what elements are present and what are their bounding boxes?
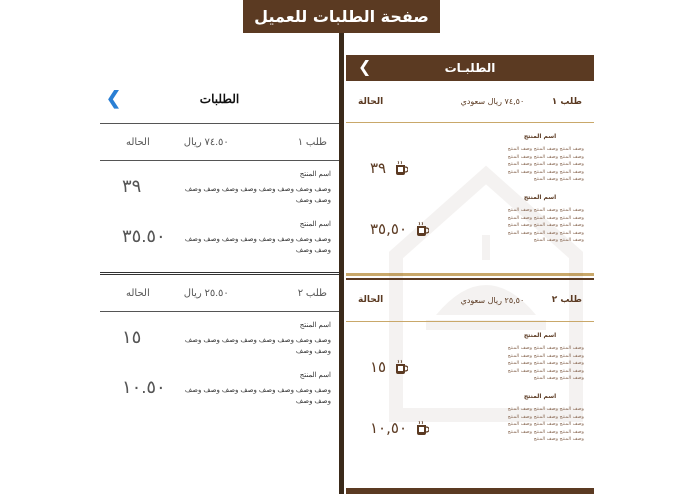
item-quantity: ٣٥.٥٠ (122, 226, 166, 246)
product-description: وصف المنتج وصف المنتج وصف المنتج وصف المنتج وصف المنتج وصف المنتج وصف المنتج وصف المنتج وصف المنتج وصف المنتج وصف المنتج وصف المنتج وصف المنتج وصف المنتج (507, 345, 584, 382)
product-name: اسم المنتج (299, 372, 331, 379)
item-quantity: ١٥ (122, 327, 142, 347)
order-header (100, 275, 339, 312)
order-price: ٢٥,٥٠ ريال سعودي (460, 295, 525, 305)
order-label: طلب ٢ (297, 287, 327, 299)
list-item (100, 321, 339, 357)
banner-title: صفحة الطلبات للعميل (254, 7, 429, 26)
order-status: الحاله (126, 136, 150, 148)
product-description: وصف وصف وصف وصف وصف وصف وصف وصف وصف وصف (184, 337, 331, 355)
orders-screen-wireframe (100, 78, 339, 494)
panel-divider (339, 33, 344, 494)
app-title: الطلبـات (444, 61, 496, 75)
order-header (346, 81, 594, 123)
order-header (100, 124, 339, 161)
list-item (346, 332, 594, 383)
coffee-cup-icon (415, 420, 429, 436)
item-quantity: ١٥ (370, 358, 387, 377)
item-quantity: ١٠,٥٠ (370, 419, 407, 438)
order-status: الحالة (358, 96, 384, 107)
order-label: طلب ١ (551, 96, 582, 107)
list-item (346, 133, 594, 184)
order-price: ٧٤,٥٠ ريال سعودي (460, 97, 525, 106)
order-header (346, 280, 594, 322)
app-title-bar (346, 55, 594, 81)
page-banner (243, 0, 440, 33)
list-item (346, 194, 594, 245)
product-name: اسم المنتج (523, 133, 557, 140)
product-name: اسم المنتج (299, 221, 331, 228)
product-description: وصف وصف وصف وصف وصف وصف وصف وصف وصف وصف (184, 387, 331, 405)
order-card-2[interactable] (346, 280, 594, 444)
chevron-left-icon[interactable]: ❮ (358, 57, 372, 76)
product-description: وصف وصف وصف وصف وصف وصف وصف وصف وصف وصف (184, 186, 331, 204)
orders-screen-mockup (346, 55, 594, 494)
order-card-1[interactable] (346, 81, 594, 245)
list-item (100, 220, 339, 256)
order-label: طلب ١ (297, 136, 327, 148)
coffee-cup-icon (394, 359, 408, 375)
product-description: وصف المنتج وصف المنتج وصف المنتج وصف المنتج وصف المنتج وصف المنتج وصف المنتج وصف المنتج وصف المنتج وصف المنتج وصف المنتج وصف المنتج وصف المنتج وصف المنتج (507, 147, 584, 183)
list-item (100, 170, 339, 206)
product-description: وصف المنتج وصف المنتج وصف المنتج وصف المنتج وصف المنتج وصف المنتج وصف المنتج وصف المنتج وصف المنتج وصف المنتج وصف المنتج وصف المنتج وصف المنتج وصف المنتج (507, 207, 584, 244)
coffee-cup-icon (394, 160, 408, 176)
product-description: وصف المنتج وصف المنتج وصف المنتج وصف المنتج وصف المنتج وصف المنتج وصف المنتج وصف المنتج وصف المنتج وصف المنتج وصف المنتج وصف المنتج وصف المنتج وصف المنتج (507, 406, 584, 443)
order-card-2[interactable] (100, 275, 339, 407)
order-status: الحاله (126, 287, 150, 299)
item-quantity: ٣٥,٥٠ (370, 220, 407, 239)
order-price: ٢٥.٥٠ ريال (183, 287, 229, 299)
wireframe-title: الطلبات (199, 92, 240, 106)
order-card-1[interactable] (100, 123, 339, 256)
product-name: اسم المنتج (523, 193, 557, 201)
coffee-cup-icon (415, 221, 429, 237)
order-price: ٧٤.٥٠ ريال (183, 136, 229, 148)
product-description: وصف وصف وصف وصف وصف وصف وصف وصف وصف وصف (184, 236, 331, 254)
order-label: طلب ٢ (551, 295, 582, 306)
product-name: اسم المنتج (523, 392, 557, 400)
item-quantity: ١٠.٥٠ (122, 377, 166, 397)
product-name: اسم المنتج (523, 331, 557, 339)
list-item (346, 393, 594, 444)
order-status: الحالة (358, 295, 384, 306)
wireframe-header (100, 78, 339, 123)
product-name: اسم المنتج (299, 171, 331, 178)
item-quantity: ٣٩ (122, 176, 142, 196)
item-quantity: ٣٩ (370, 159, 387, 178)
list-item (100, 371, 339, 407)
bottom-bar (346, 488, 594, 494)
chevron-left-icon[interactable]: ❮ (106, 88, 122, 108)
product-name: اسم المنتج (299, 322, 331, 329)
